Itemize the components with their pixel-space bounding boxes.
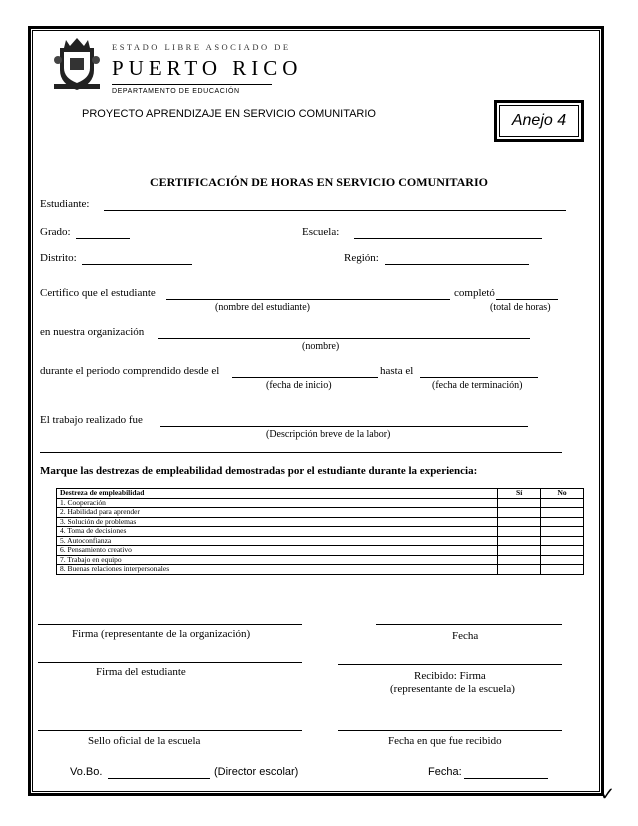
table-row	[57, 565, 584, 575]
vobo-line[interactable]	[108, 778, 210, 779]
fecha-line[interactable]	[376, 624, 562, 625]
skill-name: 6. Pensamiento creativo	[57, 546, 498, 556]
fecha-label: Fecha	[452, 630, 479, 642]
fecha-terminacion-caption: (fecha de terminación)	[432, 380, 523, 391]
recibido-sublabel: (representante de la escuela)	[390, 683, 515, 695]
no-checkbox[interactable]	[541, 546, 584, 556]
firma-org-line[interactable]	[38, 624, 302, 625]
coat-of-arms-seal	[52, 34, 102, 92]
firma-estudiante-label: Firma del estudiante	[96, 666, 186, 678]
table-row	[57, 555, 584, 565]
skill-name: 8. Buenas relaciones interpersonales	[57, 565, 498, 575]
fecha-terminacion-field[interactable]	[420, 377, 538, 378]
skill-column-header: Destreza de empleabilidad	[57, 489, 498, 499]
si-checkbox[interactable]	[498, 555, 541, 565]
skills-instruction: Marque las destrezas de empleabilidad demostradas por el estudiante durante la experiencia:	[40, 465, 478, 477]
skill-name: 4. Toma de decisiones	[57, 527, 498, 537]
trabajo-field-line2[interactable]	[40, 452, 562, 453]
sello-label: Sello oficial de la escuela	[88, 735, 201, 747]
escuela-label: Escuela:	[302, 226, 340, 238]
grado-label: Grado:	[40, 226, 71, 238]
hasta-label: hasta el	[380, 365, 414, 377]
si-checkbox[interactable]	[498, 517, 541, 527]
no-checkbox[interactable]	[541, 498, 584, 508]
region-field[interactable]	[385, 264, 529, 265]
si-checkbox[interactable]	[498, 508, 541, 518]
no-checkbox[interactable]	[541, 527, 584, 537]
distrito-label: Distrito:	[40, 252, 77, 264]
si-checkbox[interactable]	[498, 565, 541, 575]
table-row	[57, 527, 584, 537]
anejo-label: Anejo 4	[499, 105, 579, 137]
nombre-estudiante-field[interactable]	[166, 299, 450, 300]
estudiante-field[interactable]	[104, 210, 566, 211]
skill-name: 5. Autoconfianza	[57, 536, 498, 546]
vobo-label: Vo.Bo.	[70, 766, 103, 778]
table-row	[57, 536, 584, 546]
fecha2-line[interactable]	[464, 778, 548, 779]
nombre-caption: (nombre)	[302, 341, 340, 352]
director-label: (Director escolar)	[214, 766, 299, 778]
total-horas-caption: (total de horas)	[490, 302, 551, 313]
no-checkbox[interactable]	[541, 565, 584, 575]
fecha-inicio-field[interactable]	[232, 377, 378, 378]
trabajo-label: El trabajo realizado fue	[40, 414, 143, 426]
fecha-recibido-line[interactable]	[338, 730, 562, 731]
skill-name: 3. Solución de problemas	[57, 517, 498, 527]
si-checkbox[interactable]	[498, 498, 541, 508]
no-checkbox[interactable]	[541, 555, 584, 565]
no-checkbox[interactable]	[541, 536, 584, 546]
header-state-line: ESTADO LIBRE ASOCIADO DE	[112, 42, 291, 52]
total-horas-field[interactable]	[496, 299, 558, 300]
table-row	[57, 546, 584, 556]
page-title: CERTIFICACIÓN DE HORAS EN SERVICIO COMUNITARIO	[150, 175, 488, 189]
certifico-label: Certifico que el estudiante	[40, 287, 156, 299]
table-row	[57, 498, 584, 508]
completo-label: completó	[454, 287, 495, 299]
recibido-label: Recibido: Firma	[414, 670, 486, 682]
si-checkbox[interactable]	[498, 536, 541, 546]
trabajo-field[interactable]	[160, 426, 528, 427]
no-column-header: No	[541, 489, 584, 499]
skill-name: 7. Trabajo en equipo	[57, 555, 498, 565]
firma-estudiante-line[interactable]	[38, 662, 302, 663]
nombre-estudiante-caption: (nombre del estudiante)	[215, 302, 310, 313]
fecha-inicio-caption: (fecha de inicio)	[266, 380, 332, 391]
descripcion-caption: (Descripción breve de la labor)	[266, 429, 391, 440]
organizacion-field[interactable]	[158, 338, 530, 339]
periodo-label: durante el periodo comprendido desde el	[40, 365, 220, 377]
organizacion-label: en nuestra organización	[40, 326, 145, 338]
header-department: DEPARTAMENTO DE EDUCACIÓN	[112, 88, 240, 95]
grado-field[interactable]	[76, 238, 130, 239]
check-mark-icon: ✓	[600, 784, 616, 804]
escuela-field[interactable]	[354, 238, 542, 239]
distrito-field[interactable]	[82, 264, 192, 265]
fecha2-label: Fecha:	[428, 766, 462, 778]
estudiante-label: Estudiante:	[40, 198, 90, 210]
no-checkbox[interactable]	[541, 517, 584, 527]
table-row	[57, 508, 584, 518]
recibido-line[interactable]	[338, 664, 562, 665]
table-header-row	[57, 489, 584, 499]
si-column-header: Sí	[498, 489, 541, 499]
skill-name: 1. Cooperación	[57, 498, 498, 508]
region-label: Región:	[344, 252, 379, 264]
header-pr-name: PUERTO RICO	[112, 56, 303, 80]
firma-org-label: Firma (representante de la organización)	[72, 628, 251, 640]
fecha-recibido-label: Fecha en que fue recibido	[388, 735, 502, 747]
header-divider	[112, 84, 272, 85]
project-name: PROYECTO APRENDIZAJE EN SERVICIO COMUNITARIO	[82, 108, 376, 120]
skills-table	[56, 488, 584, 575]
si-checkbox[interactable]	[498, 527, 541, 537]
sello-line[interactable]	[38, 730, 302, 731]
skill-name: 2. Habilidad para aprender	[57, 508, 498, 518]
si-checkbox[interactable]	[498, 546, 541, 556]
table-row	[57, 517, 584, 527]
no-checkbox[interactable]	[541, 508, 584, 518]
